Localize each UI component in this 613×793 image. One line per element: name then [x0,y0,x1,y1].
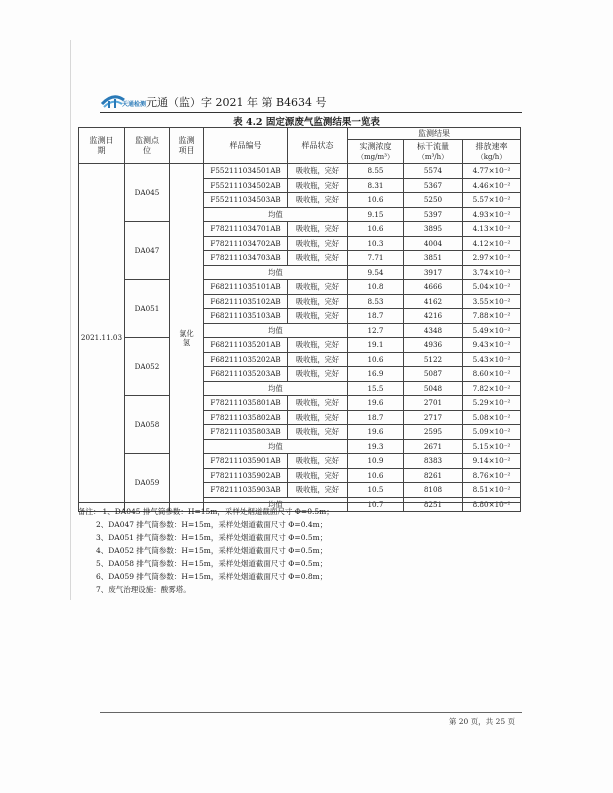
average-flow-cell: 2671 [404,439,463,454]
average-emission-rate-cell: 3.74×10⁻² [463,265,521,280]
header-flow-label: 标干流量 [417,141,449,151]
table-row [79,222,521,237]
sample-no-cell: F782111035803AB [204,425,288,440]
emission-rate-cell: 7.88×10⁻² [463,309,521,324]
monitoring-point-cell: DA045 [125,164,170,222]
monitoring-item-cell: 氯化氢 [170,164,204,512]
concentration-cell: 10.6 [348,222,404,237]
footer-divider [100,712,522,713]
sample-state-cell: 吸收瓶，完好 [288,396,348,411]
average-emission-rate-cell: 7.82×10⁻² [463,381,521,396]
sample-state-cell: 吸收瓶，完好 [288,454,348,469]
sample-no-cell: F782111035903AB [204,483,288,498]
sample-no-cell: F552111034502AB [204,178,288,193]
header-rate [463,140,521,164]
note-item: 7、废气治理设施：酸雾塔。 [96,585,191,594]
sample-no-cell: F782111035902AB [204,468,288,483]
header-results: 监测结果 [348,128,521,140]
monitoring-point-cell: DA058 [125,396,170,454]
monitoring-point-cell: DA047 [125,222,170,280]
average-concentration-cell: 9.15 [348,207,404,222]
average-flow-cell: 5048 [404,381,463,396]
sample-state-cell: 吸收瓶，完好 [288,280,348,295]
header-rate-label: 排放速率 [475,141,508,151]
flow-cell: 5367 [404,178,463,193]
monitoring-date-cell: 2021.11.03 [79,164,125,512]
emission-rate-cell: 3.55×10⁻² [463,294,521,309]
flow-cell: 8108 [404,483,463,498]
flow-cell: 4666 [404,280,463,295]
emission-rate-cell: 8.60×10⁻² [463,367,521,382]
results-table [78,127,521,512]
page-header [100,90,520,112]
emission-rate-cell: 8.76×10⁻² [463,468,521,483]
flow-cell: 5250 [404,193,463,208]
concentration-cell: 10.3 [348,236,404,251]
header-conc [348,140,404,164]
average-label-cell: 均值 [204,439,348,454]
sample-state-cell: 吸收瓶，完好 [288,251,348,266]
average-label-cell: 均值 [204,381,348,396]
sample-state-cell: 吸收瓶，完好 [288,468,348,483]
concentration-cell: 10.6 [348,193,404,208]
sample-state-cell: 吸收瓶，完好 [288,236,348,251]
notes-section [78,502,520,596]
flow-cell: 2701 [404,396,463,411]
table-row [79,454,521,469]
flow-cell: 5122 [404,352,463,367]
sample-no-cell: F682111035203AB [204,367,288,382]
concentration-cell: 8.53 [348,294,404,309]
header-sample-no: 样品编号 [204,128,288,164]
flow-cell: 5574 [404,164,463,179]
concentration-cell: 18.7 [348,309,404,324]
monitoring-point-cell: DA051 [125,280,170,338]
sample-no-cell: F782111035802AB [204,410,288,425]
header-divider [100,112,522,113]
note-item: 5、DA058 排气筒参数：H=15m，采样处烟道截面尺寸 Φ=0.5m； [96,559,328,568]
emission-rate-cell: 9.14×10⁻² [463,454,521,469]
note-item: 6、DA059 排气筒参数：H=15m，采样处烟道截面尺寸 Φ=0.8m； [96,572,328,581]
flow-cell: 8261 [404,468,463,483]
average-flow-cell: 3917 [404,265,463,280]
sample-no-cell: F782111034701AB [204,222,288,237]
sample-no-cell: F552111034501AB [204,164,288,179]
sample-state-cell: 吸收瓶，完好 [288,222,348,237]
concentration-cell: 7.71 [348,251,404,266]
sample-no-cell: F682111035101AB [204,280,288,295]
emission-rate-cell: 5.08×10⁻² [463,410,521,425]
flow-cell: 4216 [404,309,463,324]
flow-cell: 3851 [404,251,463,266]
note-item: 4、DA052 排气筒参数：H=15m，采样处烟道截面尺寸 Φ=0.5m； [96,546,328,555]
header-point: 监测点位 [125,128,170,164]
emission-rate-cell: 4.46×10⁻² [463,178,521,193]
logo-text: 天通检测 [122,101,147,108]
emission-rate-cell: 5.57×10⁻² [463,193,521,208]
header-conc-unit: （mg/m³） [357,152,394,161]
monitoring-point-cell: DA059 [125,454,170,512]
average-concentration-cell: 12.7 [348,323,404,338]
sample-no-cell: F682111035102AB [204,294,288,309]
note-item: 1、DA045 排气筒参数：H=15m，采样处烟道截面尺寸 Φ=0.5m； [102,507,334,516]
sample-state-cell: 吸收瓶，完好 [288,164,348,179]
flow-cell: 8383 [404,454,463,469]
sample-state-cell: 吸收瓶，完好 [288,178,348,193]
concentration-cell: 8.31 [348,178,404,193]
table-header [79,128,521,164]
document-number: 元通（监）字 2021 年 第 B4634 号 [146,96,327,109]
sample-state-cell: 吸收瓶，完好 [288,294,348,309]
average-label-cell: 均值 [204,265,348,280]
average-label-cell: 均值 [204,497,348,512]
header-rate-unit: （kg/h） [476,152,507,161]
notes-title: 备注： [78,507,101,516]
concentration-cell: 19.6 [348,425,404,440]
average-emission-rate-cell: 5.15×10⁻² [463,439,521,454]
monitoring-point-cell: DA052 [125,338,170,396]
sample-no-cell: F682111035103AB [204,309,288,324]
header-flow-unit: （m³/h） [417,152,449,161]
emission-rate-cell: 8.51×10⁻² [463,483,521,498]
concentration-cell: 8.55 [348,164,404,179]
sample-state-cell: 吸收瓶，完好 [288,309,348,324]
average-label-cell: 均值 [204,323,348,338]
header-date: 监测日期 [79,128,125,164]
sample-state-cell: 吸收瓶，完好 [288,483,348,498]
table-row [79,280,521,295]
emission-rate-cell: 9.43×10⁻² [463,338,521,353]
sample-no-cell: F782111035801AB [204,396,288,411]
average-concentration-cell: 10.7 [348,497,404,512]
emission-rate-cell: 5.04×10⁻² [463,280,521,295]
average-emission-rate-cell: 4.93×10⁻² [463,207,521,222]
sample-no-cell: F782111035901AB [204,454,288,469]
concentration-cell: 16.9 [348,367,404,382]
table-row [79,396,521,411]
table-row [79,338,521,353]
emission-rate-cell: 5.43×10⁻² [463,352,521,367]
flow-cell: 3895 [404,222,463,237]
sample-no-cell: F682111035201AB [204,338,288,353]
concentration-cell: 18.7 [348,410,404,425]
header-flow [404,140,463,164]
page-number: 第 20 页，共 25 页 [448,717,515,726]
concentration-cell: 10.5 [348,483,404,498]
table-title: 表 4.2 固定源废气监测结果一览表 [233,117,380,128]
average-emission-rate-cell: 8.80×10⁻² [463,497,521,512]
header-conc-label: 实测浓度 [359,141,392,151]
emission-rate-cell: 5.29×10⁻² [463,396,521,411]
flow-cell: 2717 [404,410,463,425]
concentration-cell: 19.1 [348,338,404,353]
sample-no-cell: F782111034703AB [204,251,288,266]
sample-state-cell: 吸收瓶，完好 [288,193,348,208]
emission-rate-cell: 4.77×10⁻² [463,164,521,179]
sample-state-cell: 吸收瓶，完好 [288,352,348,367]
emission-rate-cell: 4.12×10⁻² [463,236,521,251]
header-state: 样品状态 [288,128,348,164]
flow-cell: 4162 [404,294,463,309]
average-flow-cell: 4348 [404,323,463,338]
sample-state-cell: 吸收瓶，完好 [288,425,348,440]
emission-rate-cell: 5.09×10⁻² [463,425,521,440]
sample-no-cell: F782111034702AB [204,236,288,251]
table-row [79,164,521,179]
note-item: 2、DA047 排气筒参数：H=15m，采样处烟道截面尺寸 Φ=0.4m； [96,520,328,529]
concentration-cell: 19.6 [348,396,404,411]
sample-state-cell: 吸收瓶，完好 [288,338,348,353]
header-item: 监测项目 [170,128,204,164]
flow-cell: 2595 [404,425,463,440]
average-concentration-cell: 15.5 [348,381,404,396]
average-concentration-cell: 19.3 [348,439,404,454]
flow-cell: 5087 [404,367,463,382]
emission-rate-cell: 4.13×10⁻² [463,222,521,237]
average-concentration-cell: 9.54 [348,265,404,280]
concentration-cell: 10.8 [348,280,404,295]
concentration-cell: 10.9 [348,454,404,469]
average-emission-rate-cell: 5.49×10⁻² [463,323,521,338]
sample-state-cell: 吸收瓶，完好 [288,410,348,425]
average-flow-cell: 8251 [404,497,463,512]
sample-state-cell: 吸收瓶，完好 [288,367,348,382]
emission-rate-cell: 2.97×10⁻² [463,251,521,266]
concentration-cell: 10.6 [348,352,404,367]
average-flow-cell: 5397 [404,207,463,222]
note-item: 3、DA051 排气筒参数：H=15m，采样处烟道截面尺寸 Φ=0.5m； [96,533,328,542]
sample-no-cell: F552111034503AB [204,193,288,208]
sample-no-cell: F682111035202AB [204,352,288,367]
average-label-cell: 均值 [204,207,348,222]
concentration-cell: 10.6 [348,468,404,483]
table-body [79,164,521,512]
flow-cell: 4004 [404,236,463,251]
flow-cell: 4936 [404,338,463,353]
